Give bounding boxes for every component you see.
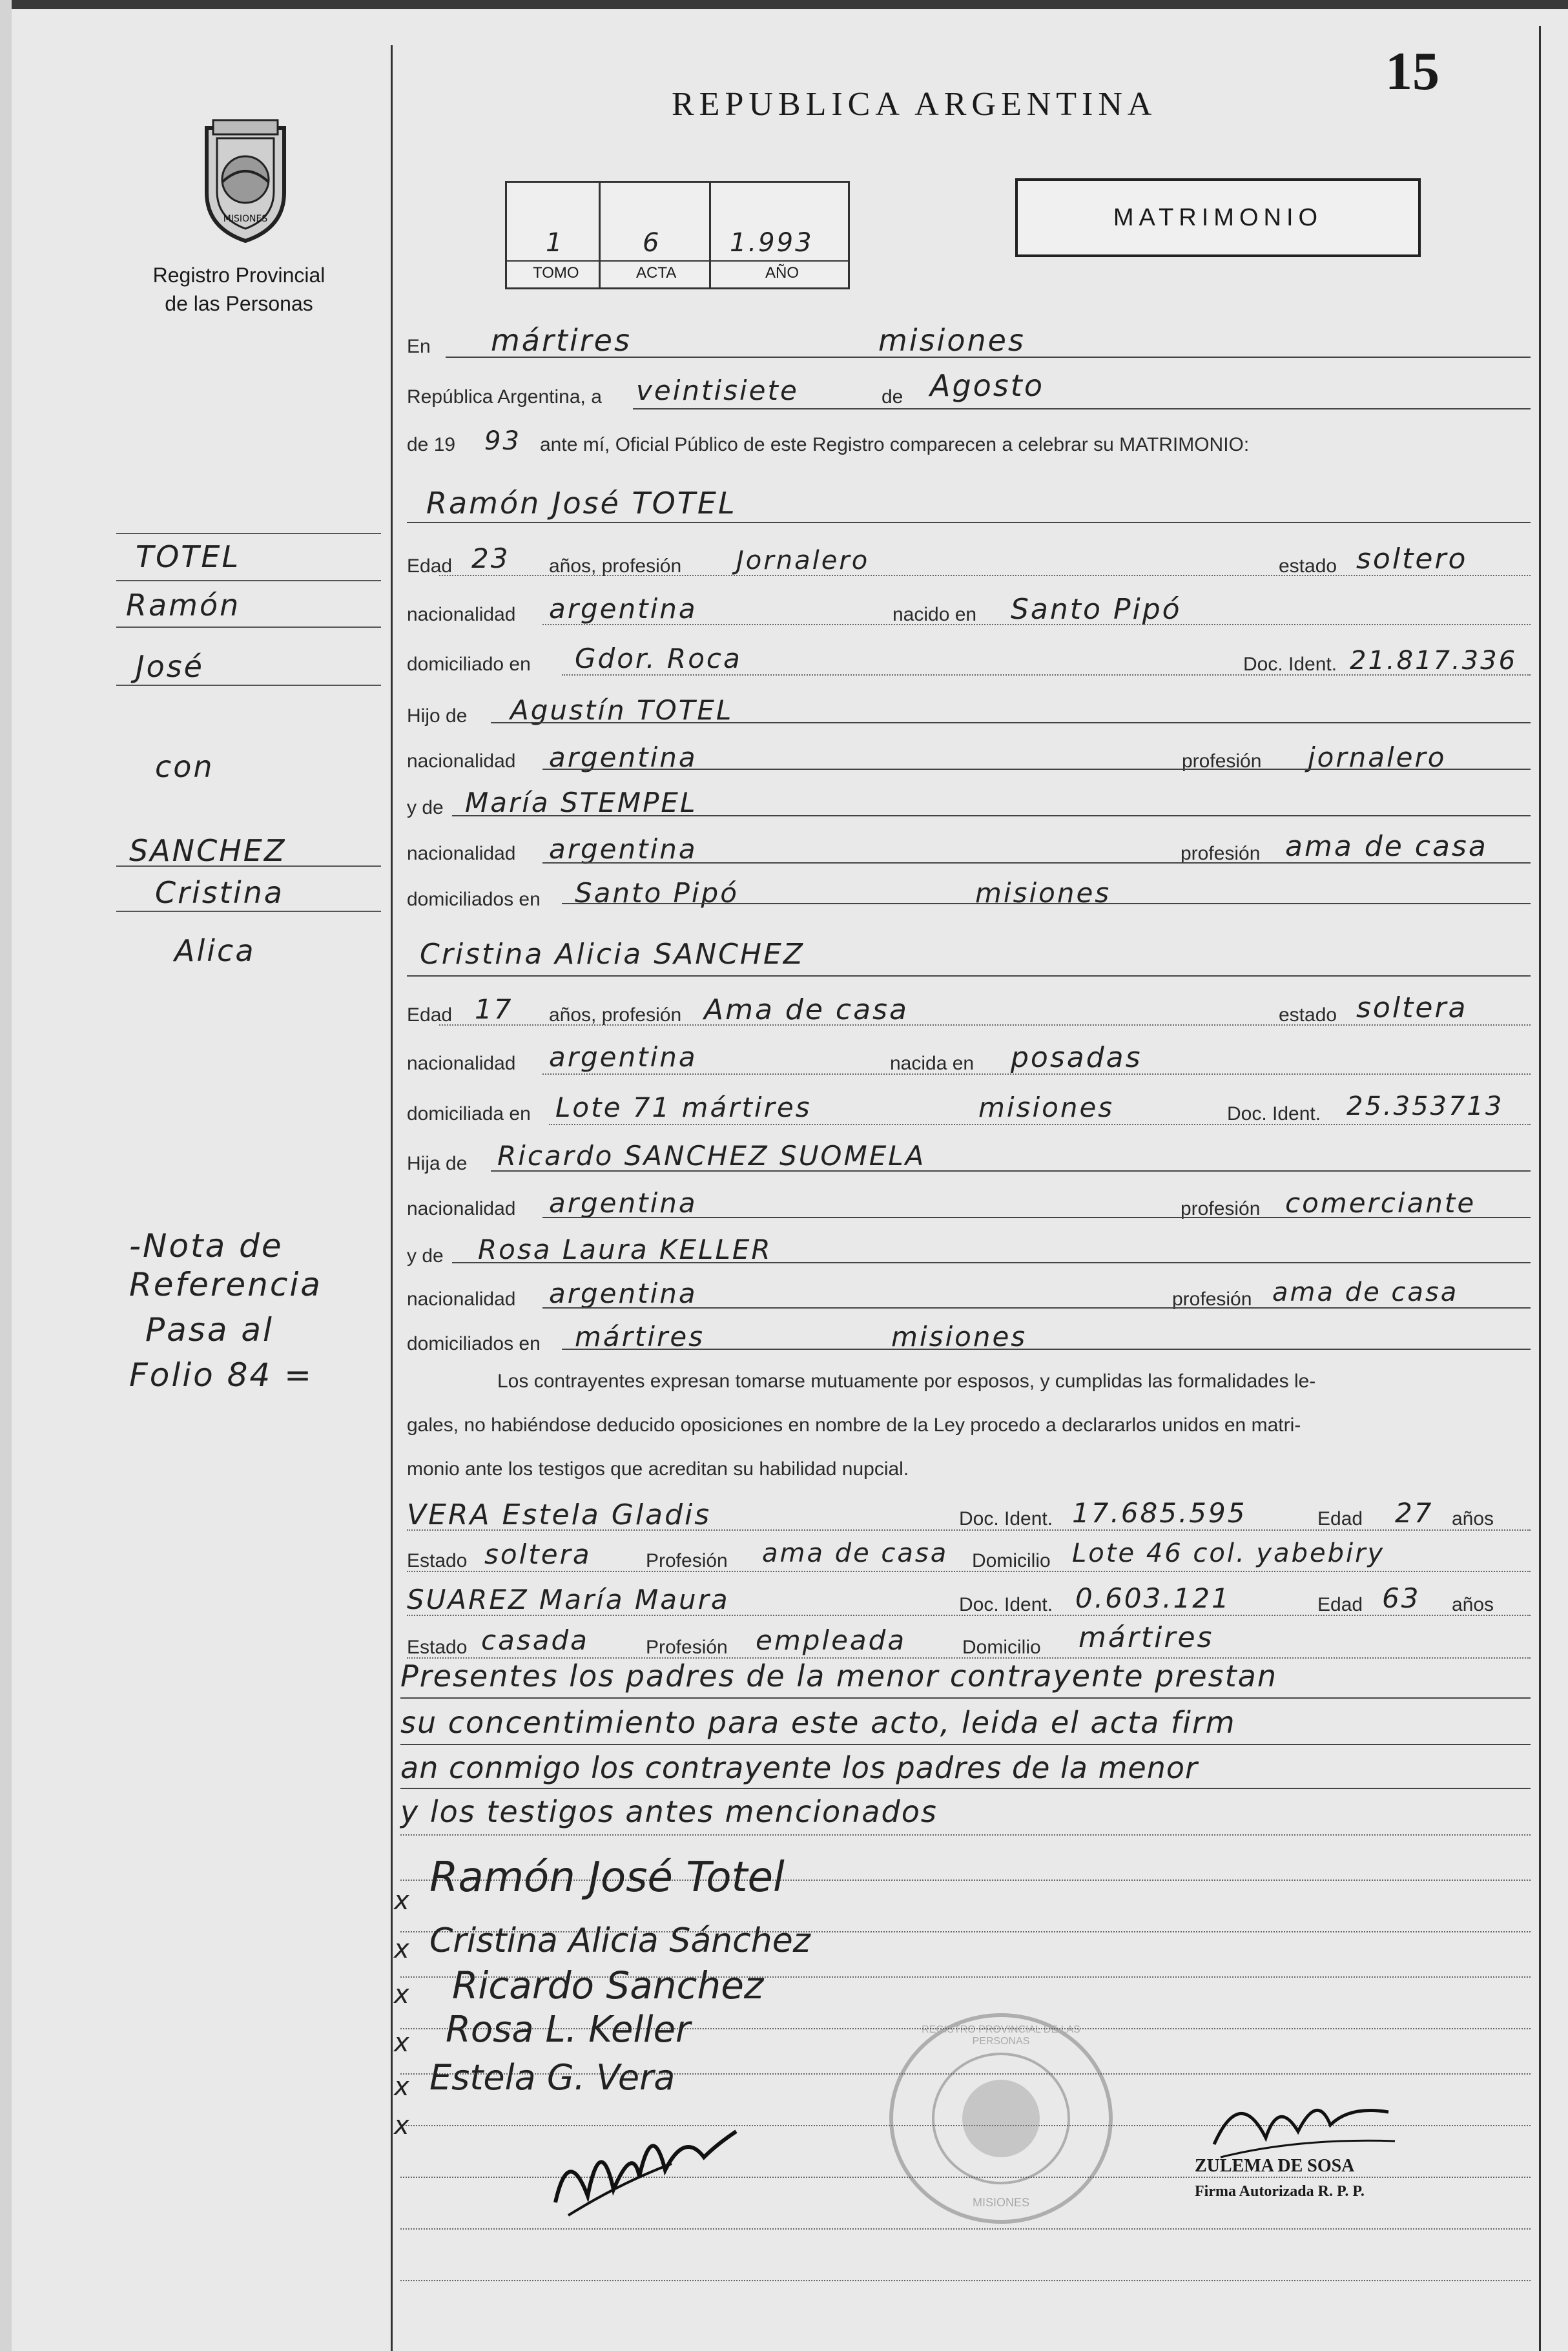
groom-mother-nac: argentina <box>549 833 697 865</box>
signature-5: Estela G. Vera <box>429 2057 676 2098</box>
de-label: de <box>882 386 903 408</box>
bride-hija-label: Hija de <box>407 1153 468 1174</box>
bride-parents-dom: mártires <box>575 1321 705 1352</box>
witness2-dom-label: Domicilio <box>962 1637 1041 1658</box>
sidebar-name2a: Cristina <box>155 875 284 910</box>
bride-dom-label: domiciliada en <box>407 1103 531 1124</box>
country-title: REPUBLICA ARGENTINA <box>672 86 1157 123</box>
republica-label: República Argentina, a <box>407 386 602 408</box>
bride-domicilio: Lote 71 mártires <box>555 1092 812 1123</box>
groom-mother: María STEMPEL <box>465 787 697 818</box>
witness1-estado: soltera <box>484 1538 592 1570</box>
body-line-3: monio ante los testigos que acreditan su habilidad nupcial. <box>407 1458 909 1480</box>
bride-parents-dom-label: domiciliados en <box>407 1333 541 1354</box>
sidebar-surname2: SANCHEZ <box>129 833 287 868</box>
groom-father-prof-label: profesión <box>1182 751 1262 772</box>
bride-mother: Rosa Laura KELLER <box>478 1234 772 1265</box>
signature-4: Rosa L. Keller <box>446 2009 691 2051</box>
witness1-edad: 27 <box>1395 1497 1434 1529</box>
bride-estado: soltera <box>1356 991 1468 1024</box>
groom-nacionalidad: argentina <box>549 593 697 625</box>
signature-1: Ramón José Totel <box>429 1854 785 1901</box>
witness2-doc: 0.603.121 <box>1075 1582 1231 1614</box>
sig-prefix-3: x <box>394 1980 411 2009</box>
official-name: ZULEMA DE SOSA <box>1195 2156 1355 2176</box>
right-border <box>1539 26 1541 2351</box>
act-type-box <box>1015 178 1421 257</box>
sig-prefix-6: x <box>394 2111 411 2140</box>
witness2-estado: casada <box>481 1624 589 1656</box>
groom-father-prof: jornalero <box>1308 741 1447 773</box>
groom-profesion: Jornalero <box>736 546 870 575</box>
bride-doc-label: Doc. Ident. <box>1227 1103 1321 1124</box>
place-prov: misiones <box>878 323 1026 358</box>
hw-note-3: an conmigo los contrayente los padres de la menor <box>400 1750 1198 1785</box>
year-suffix: 93 <box>484 426 521 456</box>
sig-prefix-1: x <box>394 1886 411 1916</box>
sig-prefix-5: x <box>394 2072 411 2102</box>
signature-2: Cristina Alicia Sánchez <box>429 1921 810 1960</box>
acta-label: ACTA <box>636 264 677 282</box>
sidebar-note-2: Referencia <box>129 1266 322 1303</box>
sig-prefix-4: x <box>394 2028 411 2058</box>
bride-doc: 25.353713 <box>1346 1092 1504 1121</box>
groom-anios-prof-label: años, profesión <box>549 555 682 577</box>
stamp-province-text: MISIONES <box>972 2196 1029 2209</box>
official-stamp <box>885 2009 1117 2228</box>
tomo-value: 1 <box>546 228 564 258</box>
bride-edad-label: Edad <box>407 1004 453 1026</box>
bride-profesion: Ama de casa <box>704 993 909 1026</box>
intro-text: ante mí, Oficial Público de este Registro comparecen a celebrar su MATRIMONIO: <box>540 434 1250 455</box>
groom-edad: 23 <box>471 543 510 574</box>
groom-nacido: Santo Pipó <box>1011 593 1182 626</box>
hw-note-1: Presentes los padres de la menor contrayente prestan <box>400 1659 1277 1693</box>
en-label: En <box>407 336 431 357</box>
sidebar-name1b: José <box>136 649 204 684</box>
bride-mother-prof: ama de casa <box>1272 1278 1459 1307</box>
body-line-2: gales, no habiéndose deducido oposiciones en nombre de la Ley procedo a declararlos unidos en matri- <box>407 1414 1301 1436</box>
place-city: mártires <box>491 323 632 358</box>
sidebar-note-3: Pasa al <box>145 1311 274 1349</box>
bride-mother-nac-label: nacionalidad <box>407 1289 516 1310</box>
groom-hijo-label: Hijo de <box>407 705 468 727</box>
groom-parents-dom: Santo Pipó <box>575 877 739 909</box>
stamp-registry-text: REGISTRO PROVINCIAL DE LAS PERSONAS <box>922 2024 1080 2047</box>
bride-father: Ricardo SANCHEZ SUOMELA <box>497 1140 926 1172</box>
witness1-dom-label: Domicilio <box>972 1550 1051 1571</box>
bride-nacionalidad: argentina <box>549 1041 697 1073</box>
month: Agosto <box>930 368 1044 403</box>
bride-parents-prov: misiones <box>891 1321 1027 1352</box>
witness2-prof-label: Profesión <box>646 1637 728 1658</box>
witness2-prof: empleada <box>756 1624 907 1656</box>
hw-note-2: su concentimiento para este acto, leida el acta firm <box>400 1705 1236 1740</box>
officiant-signature <box>542 2106 749 2235</box>
bride-edad: 17 <box>475 993 513 1025</box>
bride-nacida-label: nacida en <box>890 1053 975 1074</box>
groom-dom-label: domiciliado en <box>407 654 531 675</box>
province-seal <box>194 115 297 244</box>
groom-father-nac: argentina <box>549 741 697 773</box>
witness2-dom: mártires <box>1078 1621 1214 1654</box>
groom-estado-label: estado <box>1279 555 1337 577</box>
body-line-1: Los contrayentes expresan tomarse mutuamente por esposos, y cumplidas las formalidades le- <box>497 1371 1316 1392</box>
year-prefix: de 19 <box>407 434 456 455</box>
left-edge <box>0 0 12 2351</box>
bride-mother-nac: argentina <box>549 1278 697 1309</box>
bride-dom-prov: misiones <box>978 1092 1115 1123</box>
groom-yde-label: y de <box>407 797 444 818</box>
top-edge <box>0 0 1568 9</box>
page-number: 15 <box>1385 41 1439 101</box>
registry-name: Registro Provincial de las Personas <box>152 264 325 315</box>
official-title: Firma Autorizada R. P. P. <box>1195 2183 1365 2200</box>
witness1-prof: ama de casa <box>762 1538 949 1568</box>
groom-mother-nac-label: nacionalidad <box>407 843 516 864</box>
groom-estado: soltero <box>1356 543 1468 575</box>
witness1-estado-label: Estado <box>407 1550 468 1571</box>
witness1-name: VERA Estela Gladis <box>407 1498 712 1531</box>
bride-father-prof: comerciante <box>1285 1187 1476 1219</box>
witness1-doc: 17.685.595 <box>1072 1497 1247 1529</box>
groom-parents-prov: misiones <box>975 877 1111 909</box>
groom-mother-prof: ama de casa <box>1285 830 1488 863</box>
sidebar-name2b: Alica <box>174 933 256 968</box>
act-type: MATRIMONIO <box>1113 204 1323 231</box>
witness1-dom: Lote 46 col. yabebiry <box>1072 1538 1385 1568</box>
bride-full-name: Cristina Alicia SANCHEZ <box>420 938 805 971</box>
column-divider <box>391 45 393 2351</box>
sidebar-name1a: Ramón <box>126 588 241 623</box>
groom-full-name: Ramón José TOTEL <box>426 486 737 521</box>
sig-prefix-2: x <box>394 1934 411 1964</box>
groom-edad-label: Edad <box>407 555 453 577</box>
witness2-edad-label: Edad <box>1317 1594 1363 1615</box>
witness2-edad: 63 <box>1382 1582 1421 1614</box>
seal-label: MISIONES <box>223 214 268 224</box>
witness1-edad-label: Edad <box>1317 1508 1363 1529</box>
groom-father: Agustín TOTEL <box>510 694 734 726</box>
witness2-name: SUAREZ María Maura <box>407 1584 730 1615</box>
witness1-anios: años <box>1452 1508 1494 1529</box>
tomo-label: TOMO <box>533 264 579 282</box>
hw-note-4: y los testigos antes mencionados <box>400 1794 938 1829</box>
witness2-doc-label: Doc. Ident. <box>959 1594 1053 1615</box>
groom-nac-label: nacionalidad <box>407 604 516 625</box>
bride-yde-label: y de <box>407 1245 444 1267</box>
sidebar-note-1: -Nota de <box>129 1227 284 1265</box>
bride-estado-label: estado <box>1279 1004 1337 1026</box>
record-box <box>505 181 850 289</box>
groom-parents-dom-label: domiciliados en <box>407 889 541 910</box>
sidebar-surname1: TOTEL <box>136 539 241 574</box>
groom-nacido-label: nacido en <box>892 604 977 625</box>
bride-anios-prof-label: años, profesión <box>549 1004 682 1026</box>
bride-nac-label: nacionalidad <box>407 1053 516 1074</box>
bride-father-prof-label: profesión <box>1181 1198 1261 1219</box>
anio-label: AÑO <box>765 264 799 282</box>
witness1-doc-label: Doc. Ident. <box>959 1508 1053 1529</box>
sidebar-con: con <box>155 749 214 784</box>
day: veintisiete <box>636 375 799 406</box>
bride-nacida: posadas <box>1011 1041 1142 1074</box>
groom-domicilio: Gdor. Roca <box>575 643 742 674</box>
witness2-estado-label: Estado <box>407 1637 468 1658</box>
groom-father-nac-label: nacionalidad <box>407 751 516 772</box>
sidebar-note-4: Folio 84 = <box>129 1356 314 1394</box>
bride-father-nac: argentina <box>549 1187 697 1219</box>
witness2-anios: años <box>1452 1594 1494 1615</box>
anio-value: 1.993 <box>730 228 814 258</box>
bride-father-nac-label: nacionalidad <box>407 1198 516 1219</box>
witness1-prof-label: Profesión <box>646 1550 728 1571</box>
acta-value: 6 <box>643 228 661 258</box>
groom-doc-label: Doc. Ident. <box>1243 654 1337 675</box>
signature-3: Ricardo Sanchez <box>452 1963 764 2007</box>
groom-doc: 21.817.336 <box>1350 646 1518 676</box>
groom-mother-prof-label: profesión <box>1181 843 1261 864</box>
bride-mother-prof-label: profesión <box>1172 1289 1252 1310</box>
